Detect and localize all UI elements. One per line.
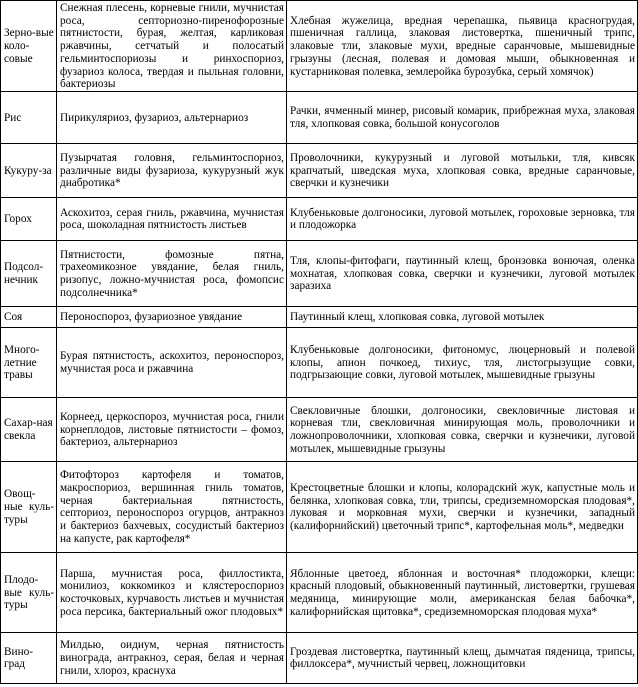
diseases-cell: Милдью, оидиум, черная пятнистость винограда, антракноз, серая, белая и черная гнили, хлороз, краснуха (57, 632, 287, 683)
pests-cell: Клубеньковые долгоносики, фитономус, люцерновый и полевой клопы, апион почкоед, тихиус, тля, листогрызущие совки, подгрызающие совки, луговой мотылек, мышевидные грызуны (287, 327, 638, 397)
diseases-cell: Пузырчатая головня, гельминтоспориоз, различные виды фузариоза, кукурузный жук диабротика* (57, 143, 287, 197)
table-row (1, 552, 638, 632)
pests-cell: Клубеньковые долгоносики, луговой мотылек, гороховые зерновка, тля и плодожорка (287, 197, 638, 240)
crop-name: Горох (1, 197, 57, 240)
pests-cell: Крестоцветные блошки и клопы, колорадский жук, капустные моль и белянка, хлопковая совка, тли, трипсы, средиземноморская плодовая*, луковая и морковная мухи, сверчки и кузнечики, западный (калифорнийский) цветочный трипс*, картофельная моль*, медведки (287, 461, 638, 552)
diseases-cell: Пирикуляриоз, фузариоз, альтернариоз (57, 91, 287, 143)
table-row (1, 397, 638, 461)
table-row (1, 240, 638, 306)
table-row (1, 461, 638, 552)
pests-cell: Тля, клопы-фитофаги, паутинный клещ, бронзовка вонючая, оленка мохнатая, хлопковая совка, сверчки и кузнечики, луговой мотылек заразиха (287, 240, 638, 306)
pests-cell: Рачки, ячменный минер, рисовый комарик, прибрежная муха, злаковая тля, хлопковая совка, большой конусоголов (287, 91, 638, 143)
pests-cell: Паутинный клещ, хлопковая совка, луговой мотылек (287, 306, 638, 327)
crop-name: Рис (1, 91, 57, 143)
diseases-cell: Корнеед, церкоспороз, мучнистая роса, гнили корнеплодов, листовые пятнистости – фомоз, бактериоз, альтернариоз (57, 397, 287, 461)
crop-name: Много-летние травы (1, 327, 57, 397)
pests-cell: Гроздевая листовертка, паутинный клещ, дымчатая пяденица, трипсы, филлоксера*, мучнистый червец, ложнощитовки (287, 632, 638, 683)
crop-name: Кукуру-за (1, 143, 57, 197)
crop-name: Вино-град (1, 632, 57, 683)
crop-name: Соя (1, 306, 57, 327)
diseases-cell: Парша, мучнистая роса, филлостикта, монилиоз, коккомикоз и клястероспориоз косточковых, курчавость листьев и мучнистая роса персика, бактериальный ожог плодовых* (57, 552, 287, 632)
table-row (1, 197, 638, 240)
crop-name: Сахар-ная свекла (1, 397, 57, 461)
crop-name: Плодо-вые куль-туры (1, 552, 57, 632)
table-row (1, 327, 638, 397)
diseases-cell: Бурая пятнистость, аскохитоз, пероноспороз, мучнистая роса и ржавчина (57, 327, 287, 397)
crop-name: Подсол-нечник (1, 240, 57, 306)
diseases-cell: Пятнистости, фомозные пятна, трахеомикозное увядание, белая гниль, ризопус, ложно-мучнистая роса, фомопсис подсолнечника* (57, 240, 287, 306)
table-row (1, 143, 638, 197)
diseases-cell: Пероноспороз, фузариозное увядание (57, 306, 287, 327)
crop-name: Зерно-вые коло-совые (1, 1, 57, 92)
pests-cell: Свекловичные блошки, долгоносики, свекловичные листовая и корневая тли, свекловичная минирующая моль, проволочники и ложнопроволочники, хлопковая совка, сверчки и кузнечики, луговой мотылек, мышевидные грызуны (287, 397, 638, 461)
table-row (1, 306, 638, 327)
table-row (1, 632, 638, 683)
diseases-cell: Фитофтороз картофеля и томатов, макроспориоз, вершинная гниль томатов, черная бактериальная пятнистость, септориоз, пероноспороз огурцов, антракноз и бактериоз бахчевых, сосудистый бактериоз на капусте, рак картофеля* (57, 461, 287, 552)
crop-name: Овощ-ные куль-туры (1, 461, 57, 552)
table-row (1, 91, 638, 143)
pests-cell: Хлебная жужелица, вредная черепашка, пьявица красногрудая, пшеничная галлица, злаковая листовертка, пшеничный трипс, злаковые тли, злаковые мухи, вредные саранчовые, мышевидные грызуны (лесная, полевая и домовая мыши, обыкновенная и кустарниковая полевка, землеройка бурозубка, серый хомячок) (287, 1, 638, 92)
table-row (1, 1, 638, 92)
pests-cell: Яблонные цветоед, яблонная и восточная* плодожорки, клещи: красный плодовый, обыкновенный паутинный, листовертки, грушевая медяница, минирующие моли, американская белая бабочка*, калифорнийская щитовка*, средиземноморская плодовая муха* (287, 552, 638, 632)
pests-cell: Проволочники, кукурузный и луговой мотыльки, тля, кивсяк крапчатый, шведская муха, хлопковая совка, вредные саранчовые, сверчки и кузнечики (287, 143, 638, 197)
diseases-cell: Аскохитоз, серая гниль, ржавчина, мучнистая роса, шоколадная пятнистость листьев (57, 197, 287, 240)
diseases-cell: Снежная плесень, корневые гнили, мучнистая роса, септориозно-пиренофорозные пятнистости, бурая, желтая, карликовая ржавчины, сетчатый и полосатый гельминтоспориозы и ринхоспориоз, фузариоз колоса, твердая и пыльная головни, бактериозы (57, 1, 287, 92)
